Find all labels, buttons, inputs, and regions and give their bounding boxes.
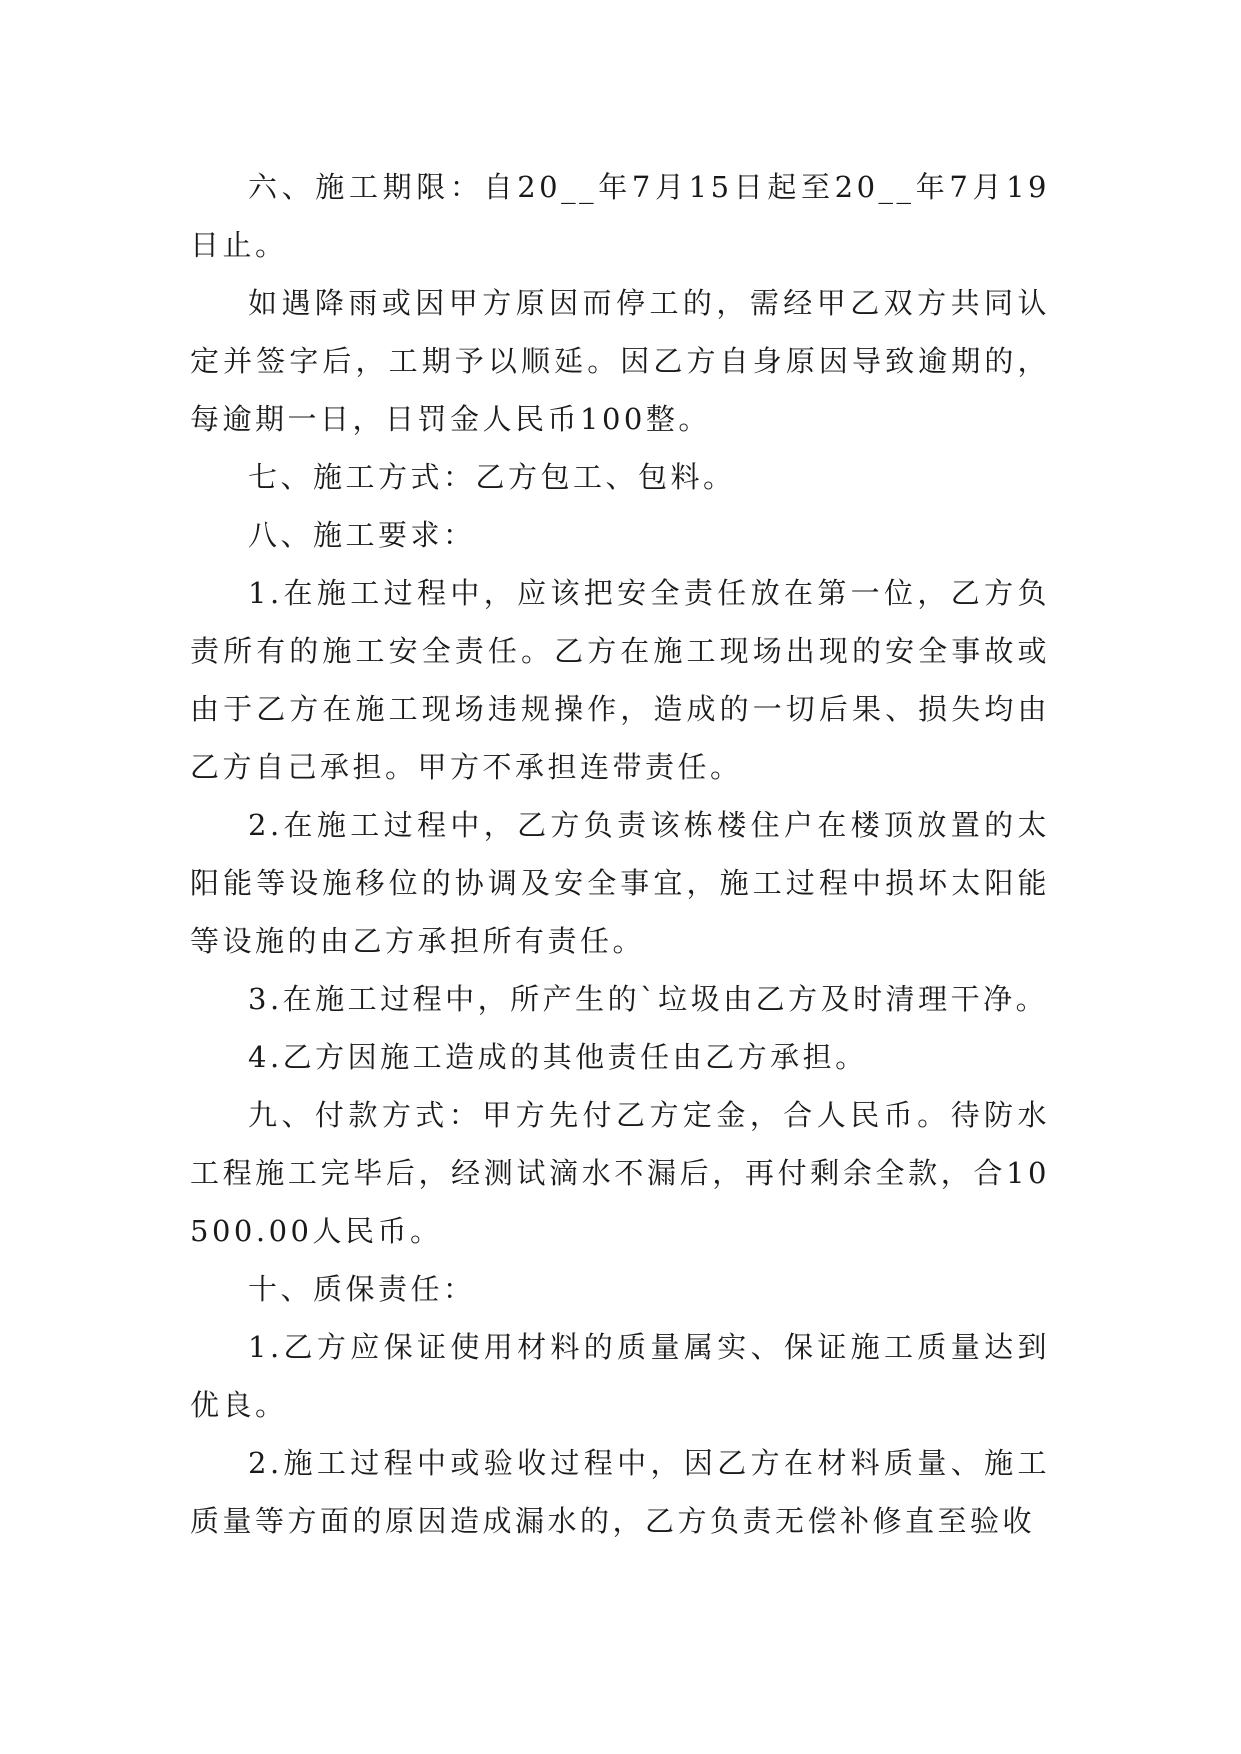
clause-6-construction-period: 六、施工期限：自20__年7月15日起至20__年7月19日止。 xyxy=(190,170,1050,262)
clause-8-item-4: 4.乙方因施工造成的其他责任由乙方承担。 xyxy=(248,1040,868,1074)
clause-8-item-2: 2.在施工过程中，乙方负责该栋楼住户在楼顶放置的太阳能等设施移位的协调及安全事宜，施工过程中损坏太阳能等设施的由乙方承担所有责任。 xyxy=(190,808,1050,958)
clause-8-item-3: 3.在施工过程中，所产生的`垃圾由乙方及时清理干净。 xyxy=(248,982,1049,1016)
clause-7-construction-method: 七、施工方式：乙方包工、包料。 xyxy=(248,460,736,494)
clause-6-delay-terms: 如遇降雨或因甲方原因而停工的，需经甲乙双方共同认定并签字后，工期予以顺延。因乙方自身原因导致逾期的，每逾期一日，日罚金人民币100整。 xyxy=(190,286,1050,436)
clause-8-item-1: 1.在施工过程中，应该把安全责任放在第一位，乙方负责所有的施工安全责任。乙方在施工现场出现的安全事故或由于乙方在施工现场违规操作，造成的一切后果、损失均由乙方自己承担。甲方不承担连带责任。 xyxy=(190,576,1050,784)
clause-10-item-2: 2.施工过程中或验收过程中，因乙方在材料质量、施工质量等方面的原因造成漏水的，乙方负责无偿补修直至验收 xyxy=(190,1446,1050,1538)
clause-10-heading: 十、质保责任： xyxy=(248,1272,476,1306)
document-body xyxy=(190,158,1050,1550)
clause-8-heading: 八、施工要求： xyxy=(248,518,476,552)
clause-9-payment: 九、付款方式：甲方先付乙方定金，合人民币。待防水工程施工完毕后，经测试滴水不漏后，再付剩余全款，合10500.00人民币。 xyxy=(190,1098,1050,1248)
clause-10-item-1: 1.乙方应保证使用材料的质量属实、保证施工质量达到优良。 xyxy=(190,1330,1050,1422)
